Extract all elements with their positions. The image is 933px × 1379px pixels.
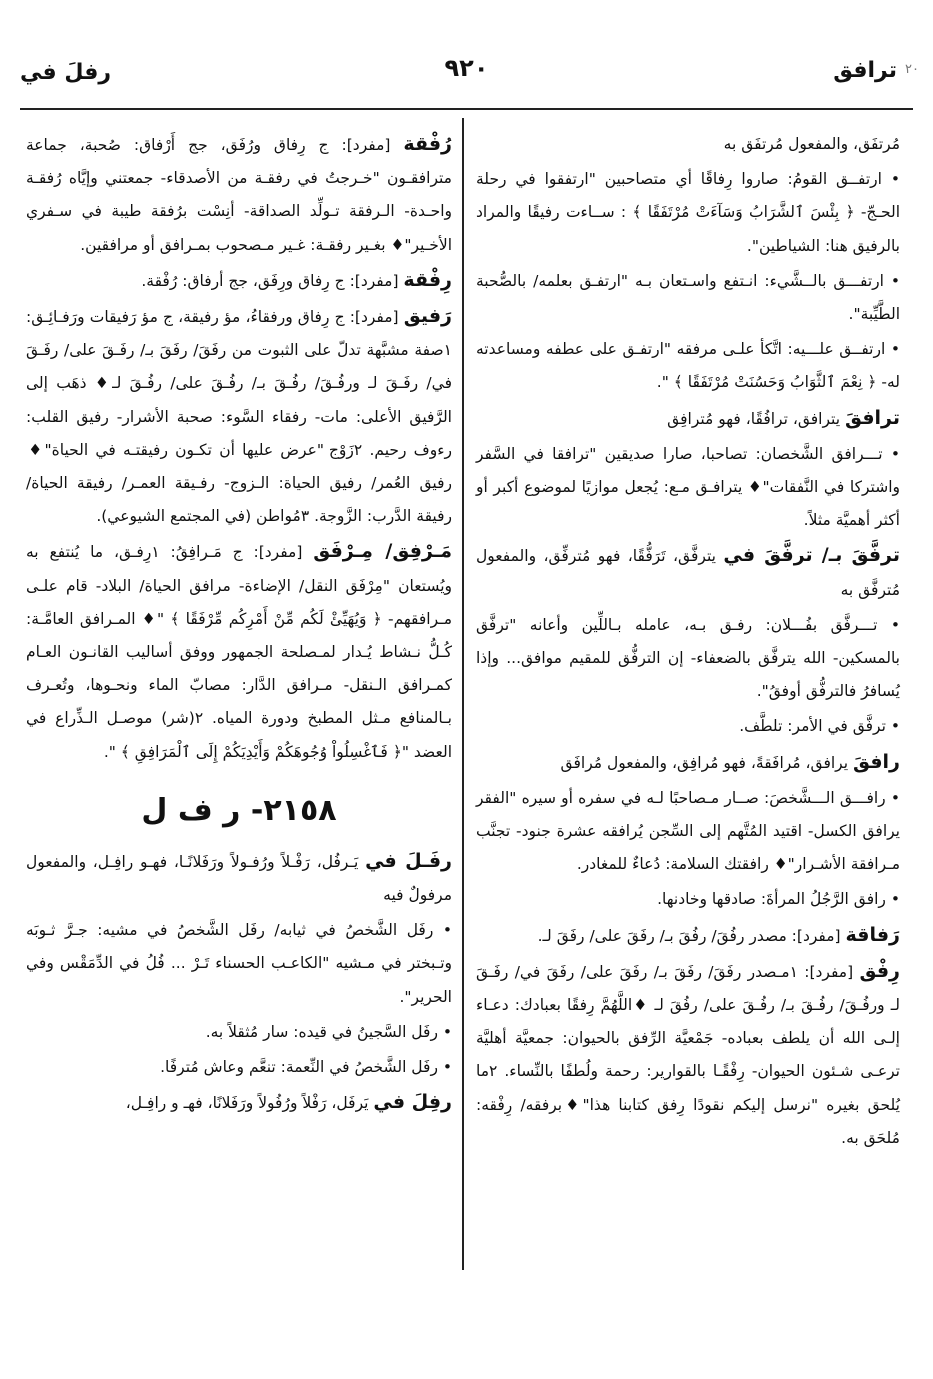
entry-headword: ترفَّقَ بـ/ ترفَّقَ في xyxy=(723,544,900,567)
entry-headword: رِفْقة xyxy=(403,268,452,291)
sense-item: • ترفَّق في الأمر: تلطَّف. xyxy=(739,717,900,736)
dictionary-entry xyxy=(476,402,900,436)
sense-item: • رفَل السَّجينُ في قيده: سار مُثقلاً به. xyxy=(205,1022,452,1041)
entry-headword: مَـرْفِق/ مِـرْفَق xyxy=(313,540,452,563)
entry-continuation: مُرتفَق، والمفعول مُرتفَق به xyxy=(723,135,900,153)
dictionary-entry xyxy=(26,845,452,912)
dictionary-entry xyxy=(476,955,900,1155)
left-column xyxy=(26,128,452,1122)
dictionary-entry xyxy=(476,746,900,780)
entry-definition: يرافق، مُرافَقةً، فهو مُرافِق، والمفعول مُرافَق xyxy=(560,753,853,772)
column-divider xyxy=(462,118,464,1270)
entry-headword: ترافقَ xyxy=(844,406,900,429)
sense-item: • رافـــق الـــشَّخصَ: صــار مـصاحبًا لـه في سفره أو سيره "الفقر يرافق الكسل- اقتيد المُتَّهم إلى السِّجن يُرافقه عشرة جنود- تجنَّب مـرافقة الأشـرار"♦ رافقتك السلامة: دُعاءٌ للمغادر. xyxy=(476,788,900,874)
sense-item: • ارتفــق علـــيه: اتَّكأ علـى مرفقه "ارتفـق على عطفه ومساعدته له- ﴿ نِعْمَ ٱلثَّوَابُ وَحَسُنَتْ مُرْتَفَقًا ﴾ ". xyxy=(476,340,900,392)
entry-definition: [مفرد]: ج رِفاق ورِفَق، جج أرفاق: رُفْقة. xyxy=(141,271,404,290)
dictionary-entry xyxy=(476,539,900,606)
entry-headword: رافقَ xyxy=(852,750,900,773)
sense-item: • رفَل الشَّخصُ في النِّعمة: تنعَّم وعاش مُترفًا. xyxy=(160,1058,452,1077)
entry-definition: [مفرد]: ج رِفاق ورفقاءُ، مؤ رفيقة، ج مؤ رَفيقات ورَفـائِـق: ١صفة مشبَّهة تدلّ على الثبوت من رفَقَ/ رفَقَ بـ/ رفَـقَ على/ رفَـقَ في/ رفَـقَ لـ ورفُـقَ/ رفُـقَ بـ/ رفُـقَ على/ رفُـقَ لـ♦ ذهَب إلى الرَّفيق الأعلى: مات- رفقاء السَّوء: صحبة الأشرار- رفيق القلب: رءوف رحيم. ٢زَوْج "عرض عليها أن تكـون رفيقتـه في الحياة"♦ رفيق العُمر/ رفيق الحياة: الـزوج- رفـيقة العمـر/ رفيقة الحياة/ رفيقة الدَّرب: الزَّوجة. ٣مُواطن (في المجتمع الشيوعي). xyxy=(26,308,453,526)
entry-headword: رفَـلَ في xyxy=(365,849,452,872)
dictionary-entry xyxy=(26,300,452,533)
page-number: ٩٢٠ xyxy=(444,54,489,82)
header-guide-word-right: ترافق xyxy=(833,58,897,83)
entry-definition: [مفرد]: ج مَـرافِقُ: ١رِفـق، ما يُنتفع به ويُستعان "مِرْفَق النقل/ الإضاءة- مرافق الحياة/ البلاد- قام علـى مـرافقهم- ﴿ وَيُهَيِّئْ لَكُم مِّنْ أَمْرِكُم مِّرْفَقًا ﴾ "♦ المـرافق العامَّـة: كُـلُّ نـشاط يُـدار لمـصلحة الجمهور ووفق أساليب القانـون العـام كمـرافق الـنقل- مـرافق الدَّار: مصابّ الماء ونحـوها، وتُعـرف بـالمنافع مـثل المطبخ ودورة المياه. ٢(شر) موصـل الـذِّراع في العضد "﴿ فَٱغْسِلُواْ وُجُوهَكُمْ وَأَيْدِيَكُمْ إِلَى ٱلْمَرَافِقِ ﴾ ". xyxy=(26,543,452,761)
entry-headword: رَفاقة xyxy=(845,923,900,946)
sense-item: • رافق الرَّجُلُ المرأةَ: صادقها وخادنها. xyxy=(657,890,900,909)
sense-item: • رفَل الشَّخصُ في ثيابه/ رفَل الشَّخصُ في مشيه: جـرَّ ثـوبَه وتـبختر في مـشيه "الكاعـب الحسناء تَـرْ ... فُلُ في الدِّمَقْس وفي الحرير". xyxy=(26,921,452,1006)
dictionary-entry xyxy=(26,535,452,768)
entry-definition: يترفَّق، تَرَفُّقًا، فهو مُترفِّق، والمفعول مُترفَّق به xyxy=(476,547,900,599)
entry-definition: يَرفَل، رَفْلاً ورُفُولاً ورَفَلانًا، فهـ و رافِـل، xyxy=(125,1094,374,1113)
sense-item: • ارتفــق القومُ: صاروا رِفاقًا أي متصاحبين "ارتفقوا في رحلة الحـجّ- ﴿ بِئْسَ ٱلشَّرَابُ وَسَآءَتْ مُرْتَفَقًا ﴾ : ســاءت رفيقًا والمراد بالرفيق هنا: الشياطين". xyxy=(476,170,900,255)
dictionary-entry xyxy=(26,128,452,262)
entry-headword: رَفيق xyxy=(403,305,452,328)
header-guide-word-left: رفلَ في xyxy=(20,60,112,85)
entry-definition: يَـرفُل، رَفْـلاً ورُفـولاً ورَفَلانًـا، فهـو رافِـل، والمفعول مرفولٌ فيه xyxy=(26,852,452,905)
entry-definition: [مفرد]: مصدر رفُقَ/ رفُقَ بـ/ رفَقَ على/ رفَقَ لـ. xyxy=(537,926,846,945)
entry-headword: رُفْقة xyxy=(403,133,452,155)
dictionary-entry xyxy=(26,1086,452,1120)
dictionary-entry xyxy=(476,919,900,953)
sense-item: • ارتفـــق بالــشَّيء: انـتفع واسـتعان بـه "ارتفـق بعلمه/ بالصُّحبة الطَّيِّبة". xyxy=(476,271,900,324)
root-section-title: ٢١٥٨- ر ف ل xyxy=(141,792,337,828)
entry-definition: يترافق، ترافُقًا، فهو مُترافِق xyxy=(667,409,845,428)
dictionary-entry xyxy=(26,264,452,298)
sense-item: • تـــرافق الشَّخصان: تصاحبا، صارا صديقين "ترافقا في السَّفر واشتركا في النَّفقات"♦ يترافـق مـع: يُجعل موازيًا لموضوع أكبر أو أكثر أهميَّة مثلاً. xyxy=(476,444,900,530)
right-column xyxy=(476,128,900,1157)
entry-definition: [مفرد]: ج رِفاق ورُفَق، جج أَرْفاق: صُحبة، جماعة مترافقـون "خـرجتُ في رفقـة من الأصدقاء- جمعتني وإيَّاه رُفقـة واحـدة- الـرفقة تـولِّد الصداقة- أنِسْت برُفقة طيبة في سـفري الأخـير"♦ بغـير رفقـة: غـير مـصحوب بمـرافق أو مرافقين. xyxy=(26,136,452,254)
corner-mark: ٢٠ xyxy=(905,62,919,77)
sense-item: • تـــرفَّق بفُـــلان: رفـق بـه، عامله بـاللِّين وأعانه "ترفَّق بالمسكين- الله يترفَّق بالضعفاء- إن الترفُّق للمقيم موافق... وإذا يُسافرُ فالترفُّق أوفقُ". xyxy=(476,615,900,701)
entry-headword: رفِلَ في xyxy=(373,1091,452,1114)
entry-definition: [مفرد]: ١مـصدر رفَقَ/ رفَقَ بـ/ رفَقَ على/ رفَقَ في/ رفَـقَ لـ ورفُـقَ/ رفُـقَ بـ/ رفُـقَ على/ رفُقَ لـ ♦اللَّهُمَّ رِفقًا بعبادك: دعـاء إلـى الله أن يلطف بعباده- جَمْعيَّة الرِّفق بالحيوان: جمعيَّة أهليَّة ترعـى شـئون الحيوان- رِفْقًـا بالقوارير: رحمة ولُطفًا بالنِّساء. ٢ما يُلحق بغيره "نرسل إليكم نقودًا رِفق كتابنا هذا"♦برفقه/ رِفْقه: مُلحَق به. xyxy=(476,962,900,1147)
page-header xyxy=(20,52,913,106)
entry-headword: رِفْق xyxy=(859,959,900,982)
header-rule xyxy=(20,108,913,110)
